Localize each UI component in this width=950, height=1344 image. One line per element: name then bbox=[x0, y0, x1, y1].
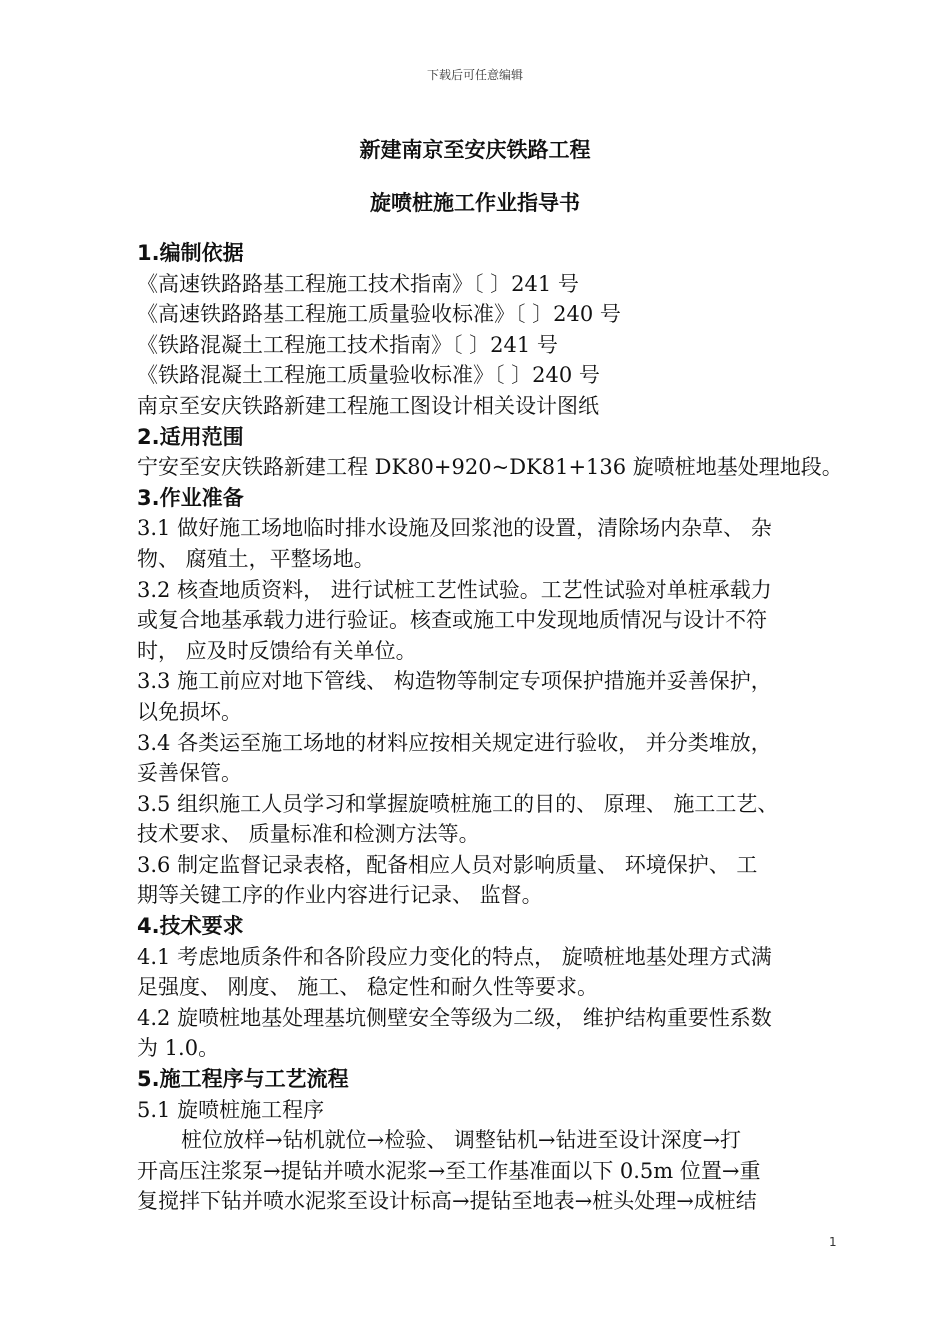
text-line: 《高速铁路路基工程施工技术指南》〔 〕241 号 bbox=[137, 271, 579, 296]
text-line: 4.2 旋喷桩地基处理基坑侧壁安全等级为二级， 维护结构重要性系数 bbox=[137, 1005, 772, 1030]
document-body bbox=[137, 238, 857, 1217]
text-line: 5.1 旋喷桩施工程序 bbox=[137, 1097, 325, 1122]
text-line: 《高速铁路路基工程施工质量验收标准》〔 〕240 号 bbox=[137, 302, 621, 327]
text-line: 《铁路混凝土工程施工技术指南》〔 〕241 号 bbox=[137, 332, 558, 357]
text-line: 妥善保管。 bbox=[137, 761, 242, 786]
text-line: 3.1 做好施工场地临时排水设施及回浆池的设置，清除场内杂草、 杂 bbox=[137, 516, 772, 541]
document-title: 新建南京至安庆铁路工程 bbox=[359, 138, 591, 162]
section-heading: 1.编制依据 bbox=[137, 241, 244, 265]
text-line: 3.2 核查地质资料， 进行试桩工艺性试验。工艺性试验对单桩承载力 bbox=[137, 577, 772, 602]
text-line: 3.3 施工前应对地下管线、 构造物等制定专项保护措施并妥善保护， bbox=[137, 669, 772, 694]
section-heading: 3.作业准备 bbox=[137, 485, 244, 510]
section-heading: 2.适用范围 bbox=[137, 424, 244, 449]
text-line: 物、 腐殖土，平整场地。 bbox=[137, 546, 375, 571]
section-heading: 5.施工程序与工艺流程 bbox=[137, 1067, 349, 1092]
text-line: 4.1 考虑地质条件和各阶段应力变化的特点， 旋喷桩地基处理方式满 bbox=[137, 944, 772, 969]
text-line: 3.4 各类运至施工场地的材料应按相关规定进行验收， 并分类堆放， bbox=[137, 730, 772, 755]
text-line: 3.6 制定监督记录表格，配备相应人员对影响质量、 环境保护、 工 bbox=[137, 852, 758, 877]
text-line: 南京至安庆铁路新建工程施工图设计相关设计图纸 bbox=[137, 393, 599, 418]
section-heading: 4.技术要求 bbox=[137, 914, 244, 939]
text-line: 技术要求、 质量标准和检测方法等。 bbox=[137, 822, 480, 847]
text-line: 复搅拌下钻并喷水泥浆至设计标高→提钻至地表→桩头处理→成桩结 bbox=[137, 1189, 757, 1214]
header-note: 下载后可任意编辑 bbox=[426, 68, 523, 82]
text-line: 时， 应及时反馈给有关单位。 bbox=[137, 638, 417, 663]
document-subtitle: 旋喷桩施工作业指导书 bbox=[370, 191, 580, 215]
text-line: 桩位放样→钻机就位→检验、 调整钻机→钻进至设计深度→打 bbox=[181, 1128, 742, 1153]
text-line: 《铁路混凝土工程施工质量验收标准》〔 〕240 号 bbox=[137, 363, 600, 388]
page-number: 1 bbox=[829, 1235, 837, 1249]
text-line: 期等关键工序的作业内容进行记录、 监督。 bbox=[137, 883, 543, 908]
text-line: 足强度、 刚度、 施工、 稳定性和耐久性等要求。 bbox=[137, 975, 599, 1000]
text-line: 3.5 组织施工人员学习和掌握旋喷桩施工的目的、 原理、 施工工艺、 bbox=[137, 791, 779, 816]
text-line: 为 1.0。 bbox=[137, 1036, 220, 1061]
text-line: 宁安至安庆铁路新建工程 DK80+920~DK81+136 旋喷桩地基处理地段。 bbox=[137, 455, 843, 480]
text-line: 或复合地基承载力进行验证。核查或施工中发现地质情况与设计不符 bbox=[137, 608, 767, 633]
text-line: 以免损坏。 bbox=[137, 699, 242, 724]
text-line: 开高压注浆泵→提钻并喷水泥浆→至工作基准面以下 0.5m 位置→重 bbox=[137, 1158, 761, 1183]
